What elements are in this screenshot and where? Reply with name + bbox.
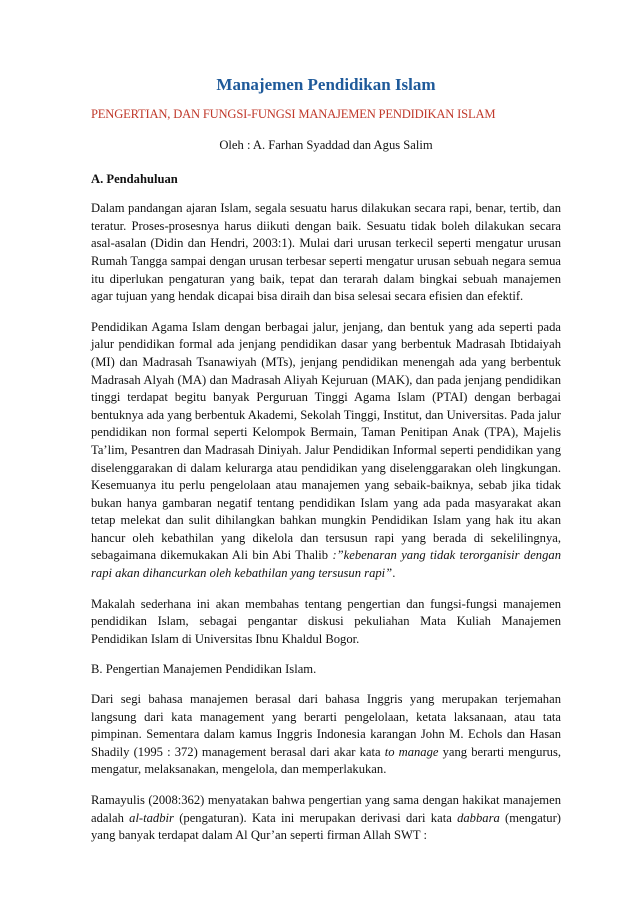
document-content xyxy=(91,74,561,858)
paragraph-2-end: . xyxy=(392,566,396,581)
paragraph-2-quote: :”kebenaran yang tidak terorganisir dengan rapi akan dihancurkan oleh kebathilan yang tersusun rapi” xyxy=(91,548,561,581)
section-heading-pendahuluan: A. Pendahuluan xyxy=(91,171,178,186)
paragraph-5-emphasis-2: dabbara xyxy=(457,810,500,825)
paragraph-5-emphasis-1: al-tadbir xyxy=(129,810,174,825)
paragraph-4 xyxy=(91,691,561,779)
paragraph-5-text-c: (mengatur) yang banyak terdapat dalam Al Qur’an seperti firman Allah SWT : xyxy=(91,810,561,843)
author-line: Oleh : A. Farhan Syaddad dan Agus Salim xyxy=(219,138,433,152)
paragraph-4-text-b: yang berarti mengurus, mengatur, melaksanakan, mengelola, dan memperlakukan. xyxy=(91,744,561,777)
paragraph-5-text-a: Ramayulis (2008:362) menyatakan bahwa pengertian yang sama dengan hakikat manajemen adalah xyxy=(91,793,561,825)
paragraph-3: Makalah sederhana ini akan membahas tentang pengertian dan fungsi-fungsi manajemen pendidikan Islam, sebagai pengantar diskusi pekuliahan Mata Kuliah Manajemen Pendidikan Islam di Universitas Ibnu Khaldul Bogor. xyxy=(91,596,561,646)
paragraph-5-text-b: (pengaturan). Kata ini merupakan derivasi dari kata xyxy=(173,810,458,825)
paragraph-4-text-a: Dari segi bahasa manajemen berasal dari bahasa Inggris yang merupakan terjemahan langsung dari kata management yang berarti pengelolaan, ketata laksanaan, atau tata pimpinan. Sementara dalam kamus Inggris Indonesia karangan John M. Echols dan Hasan Shadily (1995 : 372) management berasal dari akar kata xyxy=(91,692,561,759)
paragraph-2 xyxy=(91,319,561,583)
paragraph-5 xyxy=(91,792,561,845)
paragraph-4-emphasis: to manage xyxy=(384,744,439,759)
section-heading-pengertian: B. Pengertian Manajemen Pendidikan Islam. xyxy=(91,662,317,677)
paragraph-1: Dalam pandangan ajaran Islam, segala sesuatu harus dilakukan secara rapi, benar, tertib, dan teratur. Proses-prosesnya harus diikuti dengan baik. Sesuatu tidak boleh dilakukan secara asal-asalan (Didin dan Hendri, 2003:1). Mulai dari urusan terkecil seperti mengatur urusan Rumah Tangga sampai dengan urusan terbesar seperti mengatur urusan sebuah negara semua itu diperlukan pengaturan yang baik, tepat dan terarah dalam bingkai sebuah manajemen agar tujuan yang hendak dicapai bisa diraih dan bisa selesai secara efisien dan efektif. xyxy=(91,201,561,304)
paragraph-2-text: Pendidikan Agama Islam dengan berbagai jalur, jenjang, dan bentuk yang ada seperti pada jalur pendidikan formal ada jenjang pendidikan dasar yang berbentuk Madrasah Ibtidaiyah (MI) dan Madrasah Tsanawiyah (MTs), jenjang pendidikan menengah ada yang berbentuk Madrasah Alyah (MA) dan Madrasah Aliyah Kejuruan (MAK), dan pada jenjang pendidikan tinggi terdapat begitu banyak Perguruan Tinggi Agama Islam (PTAI) dengan berbagai bentuknya ada yang berbentuk Akademi, Sekolah Tinggi, Institut, dan Universitas. Pada jalur pendidikan non formal seperti Kelompok Bermain, Taman Penitipan Anak (TPA), Majelis Ta’lim, Pesantren dan Madrasah Diniyah. Jalur Pendidikan Informal seperti pendidikan yang diselenggarakan di dalam kelurarga atau pendidikan yang diselenggarakan oleh lingkungan. Kesemuanya itu perlu pengelolaan atau manajemen yang sebaik-baiknya, sebab jika tidak bukan hanya gambaran negatif tentang pendidikan Islam yang ada pada masyarakat akan tetap melekat dan sulit dihilangkan bahkan mungkin Pendidikan Islam yang hak itu akan hancur oleh kebathilan yang dikelola dan tersusun rapi yang berada di sekelilingnya, sebagaimana dikemukakan Ali bin Abi Thalib xyxy=(91,319,561,563)
document-subtitle: PENGERTIAN, DAN FUNGSI-FUNGSI MANAJEMEN PENDIDIKAN ISLAM xyxy=(91,107,496,121)
document-title: Manajemen Pendidikan Islam xyxy=(216,75,436,94)
